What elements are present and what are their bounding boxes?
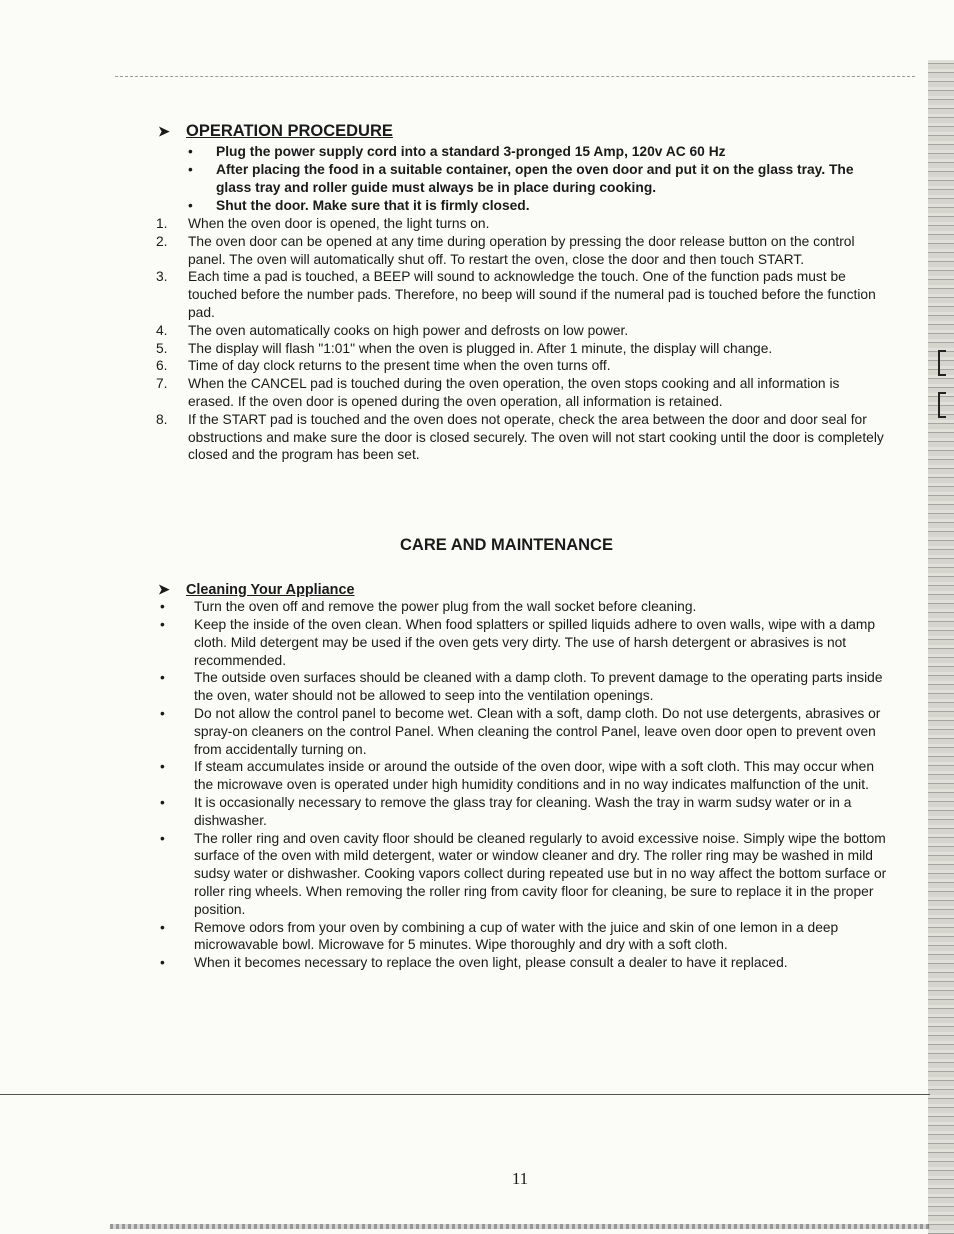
list-item: • If steam accumulates inside or around the outside of the oven door, wipe with a soft cloth. This may occur when the microwave oven is operated under high humidity conditions and in no way indicates malfunction of the unit. xyxy=(160,758,888,794)
scan-bracket-mark xyxy=(938,350,946,376)
list-item: • The roller ring and oven cavity floor should be cleaned regularly to avoid excessive noise. Simply wipe the bottom surface of the oven with mild detergent, water or window cleaner and dry. The roller ring may be washed in mild sudsy water or dishwasher. Cooking vapors collect during repeated use but in no way affect the bottom surface or roller ring wheels. When removing the roller ring from cavity floor for cleaning, be sure to replace it in the proper position. xyxy=(160,830,888,919)
arrow-bullet-icon: ➤ xyxy=(158,581,170,598)
list-item: • Remove odors from your oven by combining a cup of water with the juice and skin of one lemon in a deep microwavable bowl. Microwave for 5 minutes. Wipe thoroughly and dry with a soft cloth. xyxy=(160,919,888,955)
operation-steps xyxy=(156,215,888,464)
list-item: • Turn the oven off and remove the power plug from the wall socket before cleaning. xyxy=(160,598,888,616)
scan-top-rule xyxy=(115,76,915,77)
care-bullet-list xyxy=(160,598,888,972)
list-item: • It is occasionally necessary to remove the glass tray for cleaning. Wash the tray in warm sudsy water or in a dishwasher. xyxy=(160,794,888,830)
step-item: 4. The oven automatically cooks on high power and defrosts on low power. xyxy=(156,322,629,338)
step-item: 2. The oven door can be opened at any time during operation by pressing the door release button on the control panel. The oven will automatically shut off. To restart the oven, close the door and then touch START. xyxy=(156,233,855,267)
step-item: 7. When the CANCEL pad is touched during the oven operation, the oven stops cooking and all information is erased. If the oven door is opened during the oven operation, all information is retained. xyxy=(156,376,840,409)
arrow-bullet-icon: ➤ xyxy=(158,123,170,139)
list-item: • Plug the power supply cord into a standard 3-pronged 15 Amp, 120v AC 60 Hz xyxy=(188,143,888,161)
step-item: 3. Each time a pad is touched, a BEEP will sound to acknowledge the touch. One of the function pads must be touched before the number pads. Therefore, no beep will sound if the numeral pad is touched before the function pad. xyxy=(156,269,876,320)
cleaning-heading xyxy=(158,581,888,598)
document-page xyxy=(158,122,888,972)
page-number: 11 xyxy=(511,1169,529,1188)
scan-binding-edge xyxy=(928,60,954,1234)
scan-bottom-edge xyxy=(110,1224,930,1229)
operation-title: OPERATION PROCEDURE xyxy=(186,122,393,140)
list-item: • Keep the inside of the oven clean. When food splatters or spilled liquids adhere to oven walls, wipe with a damp cloth. Mild detergent may be used if the oven gets very dirty. The use of harsh detergent or abrasives is not recommended. xyxy=(160,616,888,669)
operation-bullet-list xyxy=(188,143,888,215)
care-heading: CARE AND MAINTENANCE xyxy=(400,536,613,555)
scan-bracket-mark xyxy=(938,392,946,418)
step-item: 5. The display will flash "1:01" when the oven is plugged in. After 1 minute, the display will change. xyxy=(156,340,773,356)
list-item: • When it becomes necessary to replace the oven light, please consult a dealer to have it replaced. xyxy=(160,954,888,972)
cleaning-title: Cleaning Your Appliance xyxy=(186,581,355,598)
list-item: • Shut the door. Make sure that it is firmly closed. xyxy=(188,197,888,215)
list-item: • The outside oven surfaces should be cleaned with a damp cloth. To prevent damage to the operating parts inside the oven, water should not be allowed to seep into the ventilation openings. xyxy=(160,669,888,705)
operation-heading xyxy=(158,122,888,141)
step-item: 8. If the START pad is touched and the oven does not operate, check the area between the door and door seal for obstructions and make sure the door is closed securely. The oven will not start cooking until the door is completely closed and the program has been set. xyxy=(156,411,884,463)
list-item: • Do not allow the control panel to become wet. Clean with a soft, damp cloth. Do not use detergents, abrasives or spray-on cleaners on the control Panel. When cleaning the control Panel, leave oven door open to prevent oven from accidentally turning on. xyxy=(160,705,888,758)
step-item: 1. When the oven door is opened, the light turns on. xyxy=(156,216,490,231)
footer-rule xyxy=(0,1094,930,1095)
step-item: 6. Time of day clock returns to the present time when the oven turns off. xyxy=(156,358,611,374)
list-item: • After placing the food in a suitable container, open the oven door and put it on the glass tray. The glass tray and roller guide must always be in place during cooking. xyxy=(188,161,888,197)
